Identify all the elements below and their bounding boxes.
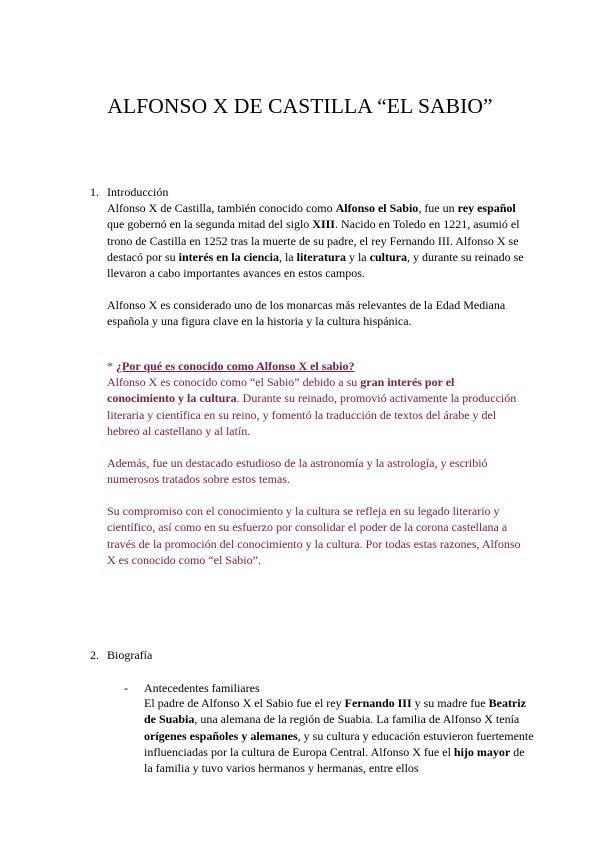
bold-run: literatura [296, 249, 346, 264]
text-run: Alfonso X es conocido como “el Sabio” debido a su [107, 375, 361, 389]
bold-run: interés en la ciencia [178, 249, 279, 264]
list-dash: - [124, 681, 128, 695]
question-text: ¿Por qué es conocido como Alfonso X el sabio? [116, 359, 355, 373]
bold-run: XIII [312, 217, 335, 232]
text-run: , fue un [418, 201, 458, 215]
bold-run: Fernando III [344, 696, 412, 710]
text-run: y la [345, 249, 370, 264]
intro-paragraph-1 [107, 200, 525, 281]
sabio-paragraph-2: Además, fue un destacado estudioso de la astronomía y la astrología, y escribió numerosos tratados sobre estos temas. [107, 456, 488, 487]
antecedentes-paragraph [144, 695, 534, 776]
text-run: Alfonso X de Castilla, también conocido como [107, 201, 336, 215]
intro-paragraph-2: Alfonso X es considerado uno de los monarcas más relevantes de la Edad Mediana española y una figura clave en la historia y la cultura hispánica. [107, 298, 506, 329]
bold-run: Alfonso el Sabio [335, 201, 419, 215]
text-run: . Nacido en Toledo en 1221, asumió el trono de Castilla en 1252 tras la muerte de su padre, el rey Fernando III. Alfonso X se destacó por su [107, 217, 520, 264]
question-heading [107, 358, 354, 374]
section-heading-biografia [90, 648, 152, 663]
section-title: Introducción [107, 185, 169, 199]
document-title: ALFONSO X DE CASTILLA “EL SABIO” [107, 94, 493, 118]
bold-run: cultura [369, 249, 407, 264]
subsection-title: Antecedentes familiares [144, 681, 260, 695]
section-heading-introduccion [90, 185, 168, 200]
section-number: 1. [90, 185, 99, 199]
text-run: . Durante su reinado, promovió activamente la producción literaria y científica en su reino, y fomentó la traducción de textos del árabe y del hebreo al castellano y al latín. [107, 391, 517, 438]
text-run: , una alemana de la región de Suabia. La familia de Alfonso X tenía [194, 712, 520, 727]
text-run: , y durante su reinado se llevaron a cabo importantes avances en estos campos. [107, 249, 524, 281]
subsection-heading-antecedentes [124, 680, 260, 696]
sabio-paragraph-1 [107, 374, 525, 439]
bold-run: gran interés por el conocimiento y la cultura [107, 375, 455, 406]
text-run: , la [278, 249, 297, 264]
text-run: El padre de Alfonso X el Sabio fue el rey [144, 696, 345, 710]
section-number: 2. [90, 648, 99, 662]
section-title: Biografía [107, 648, 153, 662]
bullet: * [107, 359, 116, 373]
bold-run: orígenes españoles y alemanes [144, 728, 298, 743]
text-run: , y su cultura y educación estuvieron fuertemente influenciadas por la cultura de Europa Central. Alfonso X fue el [144, 728, 534, 759]
text-run: y su madre fue [411, 696, 489, 710]
text-run: que gobernó en la segunda mitad del siglo [107, 217, 313, 232]
sabio-paragraph-3: Su compromiso con el conocimiento y la cultura se refleja en su legado literario y científico, así como en su esfuerzo por consolidar el poder de la corona castellana a través de la promoción del conocimiento y la cultura. Por todas estas razones, Alfonso X es conocido como “el Sabio”. [107, 504, 521, 567]
text-run: de la familia y tuvo varios hermanos y hermanas, entre ellos [144, 744, 525, 776]
bold-run: hijo mayor [453, 744, 511, 759]
bold-run: rey español [457, 201, 516, 215]
bold-run: Beatriz de Suabia [144, 696, 526, 727]
